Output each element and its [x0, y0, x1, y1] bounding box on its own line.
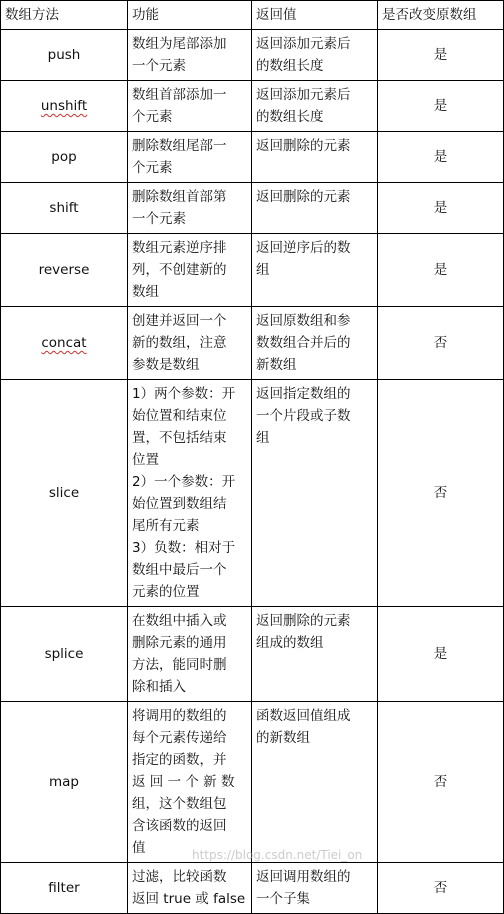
method-cell	[1, 183, 128, 234]
header-mutates: 是否改变原数组	[378, 1, 504, 30]
return-value-line: 函数返回值组成	[256, 708, 351, 724]
method-cell	[1, 132, 128, 183]
table-row	[1, 307, 504, 380]
return-value-line: 组成的数组	[256, 635, 324, 651]
table-row	[1, 380, 504, 607]
table-row	[1, 81, 504, 132]
return-value-line: 返回指定数组的	[256, 386, 351, 402]
method-name: unshift	[40, 98, 88, 114]
header-row	[1, 1, 504, 30]
return-value-line: 一个子集	[256, 891, 310, 907]
function-cell	[128, 607, 252, 702]
function-line: 过滤，比较函数	[132, 869, 227, 885]
function-line: 一个元素	[132, 58, 186, 74]
method-cell	[1, 30, 128, 81]
function-line: 删除元素的通用	[132, 635, 227, 651]
mutates-cell: 是	[378, 30, 504, 81]
mutates-cell: 是	[378, 183, 504, 234]
function-line: 始位置和结束位	[132, 408, 227, 424]
function-cell	[128, 132, 252, 183]
function-line: 创建并返回一个	[132, 313, 227, 329]
function-line: 一个元素	[132, 211, 186, 227]
function-line: 新的数组，注意	[132, 335, 227, 351]
function-cell	[128, 234, 252, 307]
return-value-cell	[252, 132, 378, 183]
function-line: 数组中最后一个	[132, 562, 227, 578]
method-cell	[1, 380, 128, 607]
mutates-cell: 否	[378, 380, 504, 607]
return-value-line: 返回逆序后的数	[256, 240, 351, 256]
function-line: 返回 true 或 false	[132, 891, 246, 907]
method-name: shift	[49, 200, 79, 216]
table-row	[1, 183, 504, 234]
function-line: 值	[132, 840, 146, 856]
function-line: 参数是数组	[132, 357, 200, 373]
table-row	[1, 30, 504, 81]
header-method: 数组方法	[1, 1, 128, 30]
function-line: 1）两个参数：开	[132, 386, 236, 402]
method-cell	[1, 234, 128, 307]
function-line: 除和插入	[132, 679, 186, 695]
return-value-cell	[252, 607, 378, 702]
method-name: push	[47, 47, 81, 63]
return-value-line: 的数组长度	[256, 109, 324, 125]
function-cell	[128, 183, 252, 234]
mutates-cell: 是	[378, 81, 504, 132]
function-line: 2）一个参数：开	[132, 474, 236, 490]
return-value-line: 组	[256, 430, 270, 446]
function-line: 组，这个数组包	[132, 796, 227, 812]
function-cell	[128, 81, 252, 132]
function-line: 删除数组尾部一	[132, 138, 227, 154]
mutates-cell: 否	[378, 702, 504, 863]
mutates-cell: 否	[378, 863, 504, 914]
table-row	[1, 702, 504, 863]
table-row	[1, 863, 504, 914]
return-value-line: 返回添加元素后	[256, 87, 351, 103]
function-cell	[128, 307, 252, 380]
function-line: 在数组中插入或	[132, 613, 227, 629]
function-line: 数组元素逆序排	[132, 240, 227, 256]
mutates-cell: 是	[378, 234, 504, 307]
function-line: 数组	[132, 284, 159, 300]
function-cell	[128, 702, 252, 863]
method-name: slice	[48, 485, 80, 501]
return-value-line: 返回删除的元素	[256, 189, 351, 205]
return-value-line: 的新数组	[256, 730, 310, 746]
method-name: splice	[44, 646, 84, 662]
return-value-line: 返回删除的元素	[256, 138, 351, 154]
table-row	[1, 607, 504, 702]
function-line: 指定的函数，并	[132, 752, 227, 768]
return-value-cell	[252, 30, 378, 81]
method-cell	[1, 863, 128, 914]
function-line: 方法，能同时删	[132, 657, 227, 673]
mutates-cell: 是	[378, 607, 504, 702]
mutates-cell: 否	[378, 307, 504, 380]
function-line: 个元素	[132, 160, 173, 176]
function-line: 删除数组首部第	[132, 189, 227, 205]
function-line: 元素的位置	[132, 584, 200, 600]
method-name: map	[49, 774, 79, 790]
return-value-cell	[252, 863, 378, 914]
return-value-line: 一个片段或子数	[256, 408, 351, 424]
return-value-cell	[252, 702, 378, 863]
return-value-line: 返回添加元素后	[256, 36, 351, 52]
method-cell	[1, 81, 128, 132]
table-row	[1, 234, 504, 307]
return-value-line: 新数组	[256, 357, 297, 373]
method-cell	[1, 702, 128, 863]
return-value-cell	[252, 307, 378, 380]
function-line: 含该函数的返回	[132, 818, 227, 834]
header-function: 功能	[128, 1, 252, 30]
function-line: 尾所有元素	[132, 518, 200, 534]
function-line: 列，不创建新的	[132, 262, 227, 278]
function-line: 数组首部添加一	[132, 87, 227, 103]
function-line: 将调用的数组的	[132, 708, 227, 724]
return-value-line: 数数组合并后的	[256, 335, 351, 351]
return-value-line: 返回原数组和参	[256, 313, 351, 329]
function-line: 位置	[132, 452, 159, 468]
return-value-cell	[252, 234, 378, 307]
method-cell	[1, 607, 128, 702]
return-value-cell	[252, 183, 378, 234]
function-cell	[128, 380, 252, 607]
method-name: concat	[41, 335, 87, 351]
mutates-cell: 是	[378, 132, 504, 183]
function-line: 个元素	[132, 109, 173, 125]
method-name: reverse	[38, 262, 90, 278]
table-body	[1, 30, 504, 914]
function-line: 数组为尾部添加	[132, 36, 227, 52]
function-line: 每个元素传递给	[132, 730, 227, 746]
table-row	[1, 132, 504, 183]
watermark: https://blog.csdn.net/Tiei_on	[192, 848, 363, 862]
method-name: pop	[51, 149, 77, 165]
return-value-cell	[252, 380, 378, 607]
function-cell	[128, 30, 252, 81]
function-line: 3）负数：相对于	[132, 540, 236, 556]
return-value-line: 组	[256, 262, 270, 278]
function-cell	[128, 863, 252, 914]
function-line: 返 回 一 个 新 数	[132, 774, 235, 790]
method-cell	[1, 307, 128, 380]
return-value-line: 的数组长度	[256, 58, 324, 74]
header-return-value: 返回值	[252, 1, 378, 30]
method-name: filter	[48, 880, 80, 896]
function-line: 始位置到数组结	[132, 496, 227, 512]
return-value-line: 返回调用数组的	[256, 869, 351, 885]
return-value-cell	[252, 81, 378, 132]
function-line: 置，不包括结束	[132, 430, 227, 446]
return-value-line: 返回删除的元素	[256, 613, 351, 629]
